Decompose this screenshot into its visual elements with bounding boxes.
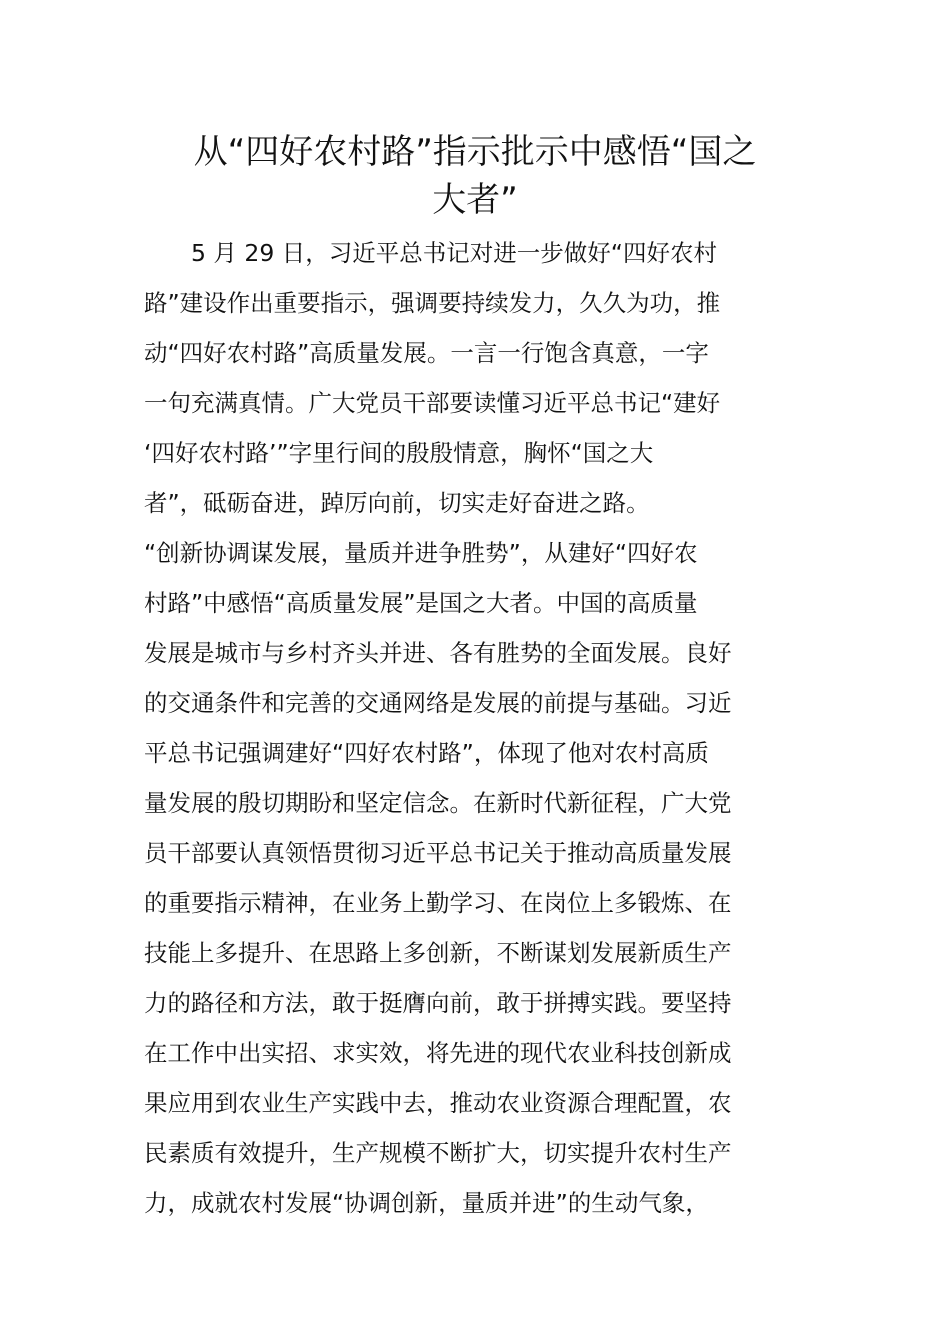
paragraph-line: 发展是城市与乡村齐头并进、各有胜势的全面发展。良好 bbox=[144, 639, 732, 667]
title-line: 从“四好农村路”指示批示中感悟“国之 bbox=[193, 132, 757, 172]
paragraph-line: ‘四好农村路’”字里行间的殷殷情意，胸怀“国之大 bbox=[144, 439, 654, 467]
paragraph-line: 平总书记强调建好“四好农村路”，体现了他对农村高质 bbox=[144, 739, 709, 767]
paragraph-line: 民素质有效提升，生产规模不断扩大，切实提升农村生产 bbox=[144, 1139, 732, 1167]
paragraph-line: 力的路径和方法，敢于挺膺向前，敢于拼搏实践。要坚持 bbox=[144, 989, 732, 1017]
document-body bbox=[144, 228, 814, 1228]
title-line: 大者” bbox=[432, 180, 518, 220]
paragraph bbox=[144, 228, 814, 528]
paragraph-line: 员干部要认真领悟贯彻习近平总书记关于推动高质量发展 bbox=[144, 839, 732, 867]
paragraph-line: 技能上多提升、在思路上多创新，不断谋划发展新质生产 bbox=[144, 939, 732, 967]
paragraph bbox=[144, 528, 814, 1228]
paragraph-line: 路”建设作出重要指示，强调要持续发力，久久为功，推 bbox=[144, 289, 721, 317]
paragraph-line: 者”，砥砺奋进，踔厉向前，切实走好奋进之路。 bbox=[144, 489, 650, 517]
paragraph-line: 村路”中感悟“高质量发展”是国之大者。中国的高质量 bbox=[144, 589, 698, 617]
paragraph-line: “创新协调谋发展，量质并进争胜势”，从建好“四好农 bbox=[144, 539, 698, 567]
paragraph-line: 一句充满真情。广大党员干部要读懂习近平总书记“建好 bbox=[144, 389, 721, 417]
paragraph-line: 动“四好农村路”高质量发展。一言一行饱含真意，一字 bbox=[144, 339, 709, 367]
paragraph-line: 在工作中出实招、求实效，将先进的现代农业科技创新成 bbox=[144, 1039, 732, 1067]
paragraph-line: 力，成就农村发展“协调创新，量质并进”的生动气象， bbox=[144, 1189, 709, 1217]
paragraph-line: 5 月 29 日，习近平总书记对进一步做好“四好农村 bbox=[144, 239, 717, 267]
paragraph-line: 果应用到农业生产实践中去，推动农业资源合理配置，农 bbox=[144, 1089, 732, 1117]
paragraph-line: 的交通条件和完善的交通网络是发展的前提与基础。习近 bbox=[144, 689, 732, 717]
paragraph-line: 量发展的殷切期盼和坚定信念。在新时代新征程，广大党 bbox=[144, 789, 732, 817]
document-title bbox=[140, 128, 810, 224]
paragraph-line: 的重要指示精神，在业务上勤学习、在岗位上多锻炼、在 bbox=[144, 889, 732, 917]
